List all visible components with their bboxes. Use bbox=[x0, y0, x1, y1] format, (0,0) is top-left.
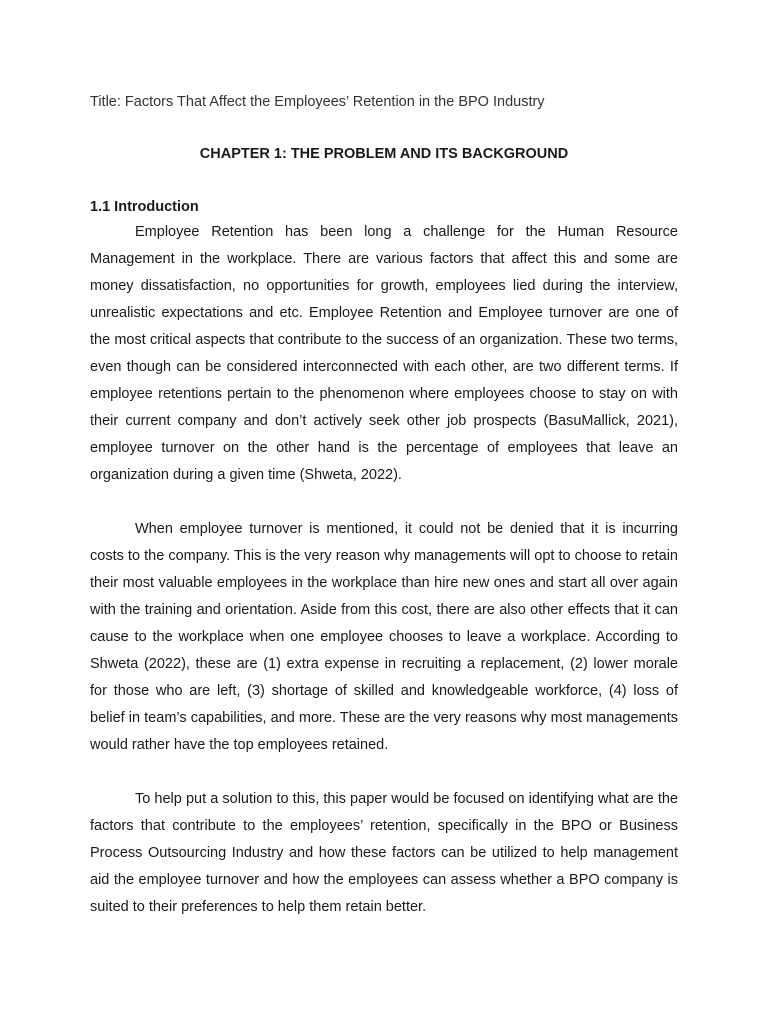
section-heading: 1.1 Introduction bbox=[90, 199, 199, 215]
document-title: Title: Factors That Affect the Employees’ Retention in the BPO Industry bbox=[90, 94, 545, 110]
paragraph-1: Employee Retention has been long a challenge for the Human Resource Management in the workplace. There are various factors that affect this and some are money dissatisfaction, no opportunities for growth, employees lied during the interview, unrealistic expectations and etc. Employee Retention and Employee turnover are one of the most critical aspects that contribute to the success of an organization. These two terms, even though can be considered interconnected with each other, are two different terms. If employee retentions pertain to the phenomenon where employees choose to stay on with their current company and don’t actively seek other job prospects (BasuMallick, 2021), employee turnover on the other hand is the percentage of employees that leave an organization during a given time (Shweta, 2022). bbox=[90, 224, 678, 483]
paragraph-2: When employee turnover is mentioned, it could not be denied that it is incurring costs to the company. This is the very reason why managements will opt to choose to retain their most valuable employees in the workplace than hire new ones and start all over again with the training and orientation. Aside from this cost, there are also other effects that it can cause to the workplace when one employee chooses to leave a workplace. According to Shweta (2022), these are (1) extra expense in recruiting a replacement, (2) lower morale for those who are left, (3) shortage of skilled and knowledgeable workforce, (4) loss of belief in team’s capabilities, and more. These are the very reasons why most managements would rather have the top employees retained. bbox=[90, 521, 678, 753]
document-page bbox=[90, 92, 678, 921]
paragraph-3: To help put a solution to this, this paper would be focused on identifying what are the factors that contribute to the employees’ retention, specifically in the BPO or Business Process Outsourcing Industry and how these factors can be utilized to help management aid the employee turnover and how the employees can assess whether a BPO company is suited to their preferences to help them retain better. bbox=[90, 791, 678, 915]
chapter-heading: CHAPTER 1: THE PROBLEM AND ITS BACKGROUND bbox=[199, 146, 569, 162]
